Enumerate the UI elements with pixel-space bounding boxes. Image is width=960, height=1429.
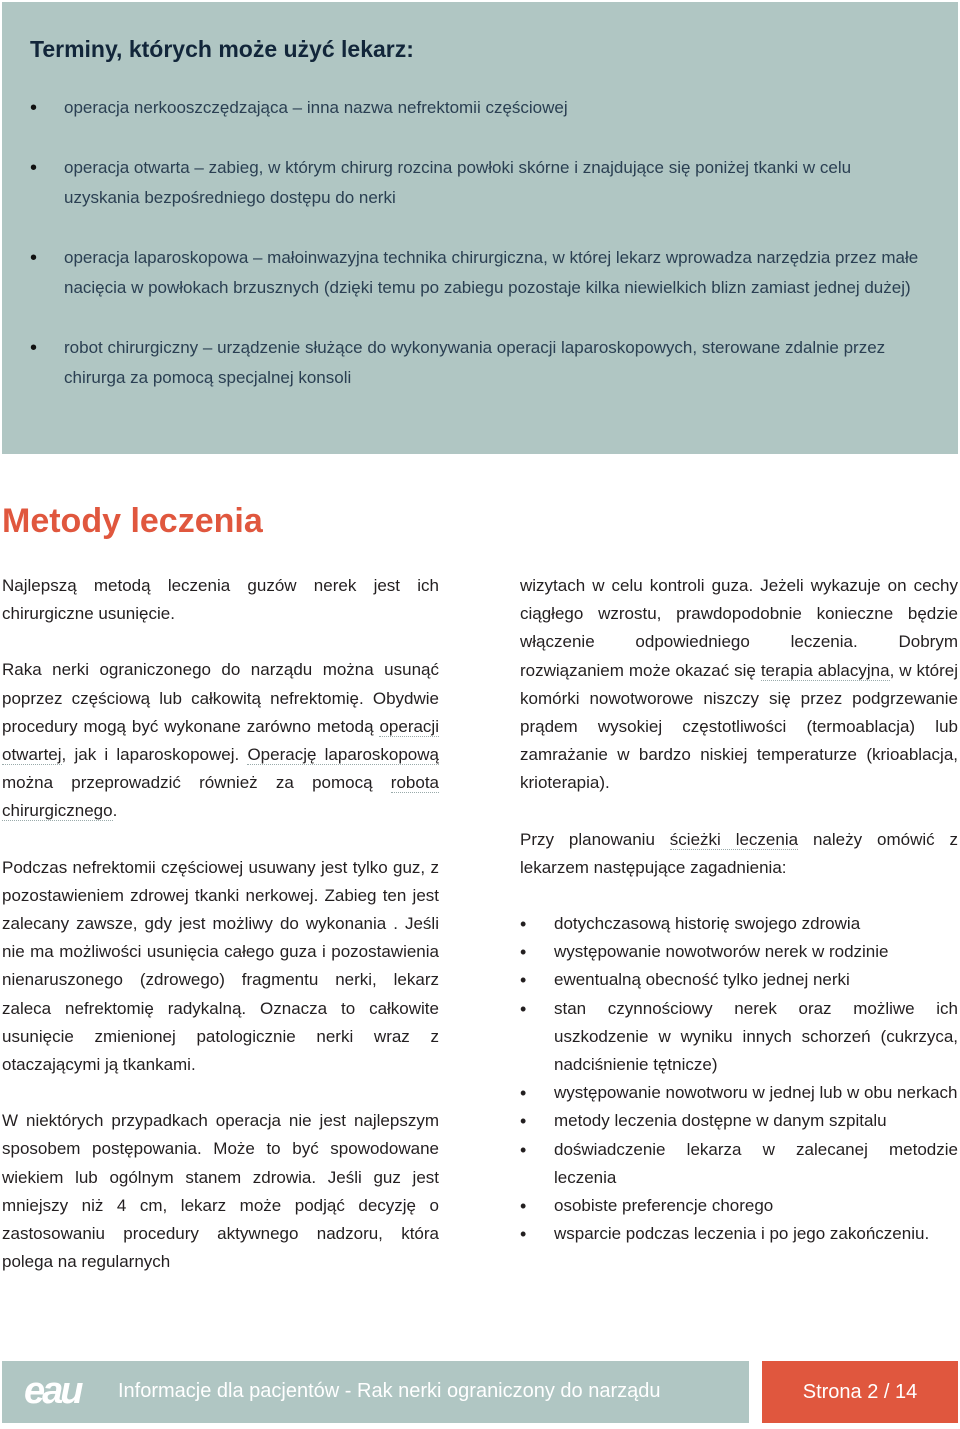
terms-list-item: • robot chirurgiczny – urządzenie służące do wykonywania operacji laparoskopowych, sterowane zdalnie przez chirurga za pomocą specjalnej konsoli <box>30 333 930 393</box>
topics-list-item: • doświadczenie lekarza w zalecanej metodzie leczenia <box>520 1136 958 1192</box>
text: można przeprowadzić również za pomocą <box>2 773 391 793</box>
text: Przy planowaniu <box>520 829 670 849</box>
right-column <box>520 572 958 1248</box>
terms-list-item: • operacja nerkooszczędzająca – inna nazwa nefrektomii częściowej <box>30 93 930 123</box>
topics-list-item: • ewentualną obecność tylko jednej nerki <box>520 966 958 994</box>
terms-list-item: • operacja laparoskopowa – małoinwazyjna technika chirurgiczna, w której lekarz wprowadza narzędzia przez małe nacięcia w powłokach brzusznych (dzięki temu po zabiegu pozostaje kilka niewielkich blizn zamiast jednej dużej) <box>30 243 930 303</box>
topics-list-item: • metody leczenia dostępne w danym szpitalu <box>520 1107 958 1135</box>
glossary-link-open-surgery[interactable]: operacji otwartej <box>2 716 439 765</box>
topics-list-item: • występowanie nowotworów nerek w rodzinie <box>520 938 958 966</box>
terms-list <box>30 93 930 393</box>
text: , w której komórki nowotworowe niszczy się przez podgrzewanie prądem wysokiej częstotliwości (termoablacja) lub zamrażanie w bardzo niskiej temperaturze (krioablacja, krioterapia). <box>520 660 959 793</box>
paragraph <box>520 826 958 882</box>
text: , jak i laparoskopowej. <box>61 745 248 765</box>
glossary-link-ablation[interactable]: terapia ablacyjna <box>760 660 890 680</box>
topics-list-item: • osobiste preferencje chorego <box>520 1192 958 1220</box>
text: należy omówić z lekarzem następujące zagadnienia: <box>520 829 959 877</box>
paragraph: Najlepszą metodą leczenia guzów nerek jest ich chirurgiczne usunięcie. <box>2 576 439 624</box>
eau-logo: eau <box>24 1370 81 1412</box>
text: wizytach w celu kontroli guza. Jeżeli wykazuje on cechy ciągłego wzrostu, prawdopodobnie konieczne będzie włączenie odpowiedniego leczenia. Dobrym rozwiązaniem może okazać się <box>520 576 958 680</box>
paragraph <box>520 572 958 798</box>
topics-list-item: • stan czynnościowy nerek oraz możliwe ich uszkodzenie w wyniku innych schorzeń (cukrzyca, nadciśnienie tętnicze) <box>520 995 958 1080</box>
paragraph: Podczas nefrektomii częściowej usuwany jest tylko guz, z pozostawieniem zdrowej tkanki nerkowej. Zabieg ten jest zalecany zawsze, gdy jest możliwy do wykonania . Jeśli nie ma możliwości usunięcia całego guza i pozostawienia nienaruszonego (zdrowego) fragmentu nerki, lekarz zaleca nefrektomię radykalną. Oznacza to całkowite usunięcie zmienionej patologicznie nerki wraz z otaczającymi ją tkankami. <box>2 857 439 1075</box>
glossary-link-laparoscopic[interactable]: Operację laparoskopową <box>247 745 439 765</box>
left-column <box>2 572 439 1304</box>
topics-list-item: • występowanie nowotworu w jednej lub w obu nerkach <box>520 1079 958 1107</box>
page-number: Strona 2 / 14 <box>762 1361 958 1423</box>
glossary-link-treatment-path[interactable]: ścieżki leczenia <box>669 829 799 849</box>
footer-title: Informacje dla pacjentów - Rak nerki ograniczony do narządu <box>118 1380 661 1402</box>
terms-list-item: • operacja otwarta – zabieg, w którym chirurg rozcina powłoki skórne i znajdujące się poniżej tkanki w celu uzyskania bezpośredniego dostępu do nerki <box>30 153 930 213</box>
topics-list-item: • dotychczasową historię swojego zdrowia <box>520 910 958 938</box>
footer-bar <box>2 1361 749 1423</box>
topics-list <box>520 910 958 1248</box>
text: Raka nerki ograniczonego do narządu można usunąć poprzez częściową lub całkowitą nefrektomię. Obydwie procedury mogą być wykonane zarówno metodą <box>2 660 439 736</box>
glossary-link-robot[interactable]: robota chirurgicznego <box>2 773 439 821</box>
terms-box <box>2 2 958 454</box>
paragraph <box>2 656 439 825</box>
terms-heading: Terminy, których może użyć lekarz: <box>30 36 414 62</box>
topics-list-item: • wsparcie podczas leczenia i po jego zakończeniu. <box>520 1220 958 1248</box>
text: . <box>112 801 118 821</box>
section-title: Metody leczenia <box>2 502 263 540</box>
paragraph: W niektórych przypadkach operacja nie jest najlepszym sposobem postępowania. Może to być spowodowane wiekiem lub ogólnym stanem zdrowia. Jeśli guz jest mniejszy niż 4 cm, lekarz może podjąć decyzję o zastosowaniu procedury aktywnego nadzoru, która polega na regularnych <box>2 1111 439 1272</box>
